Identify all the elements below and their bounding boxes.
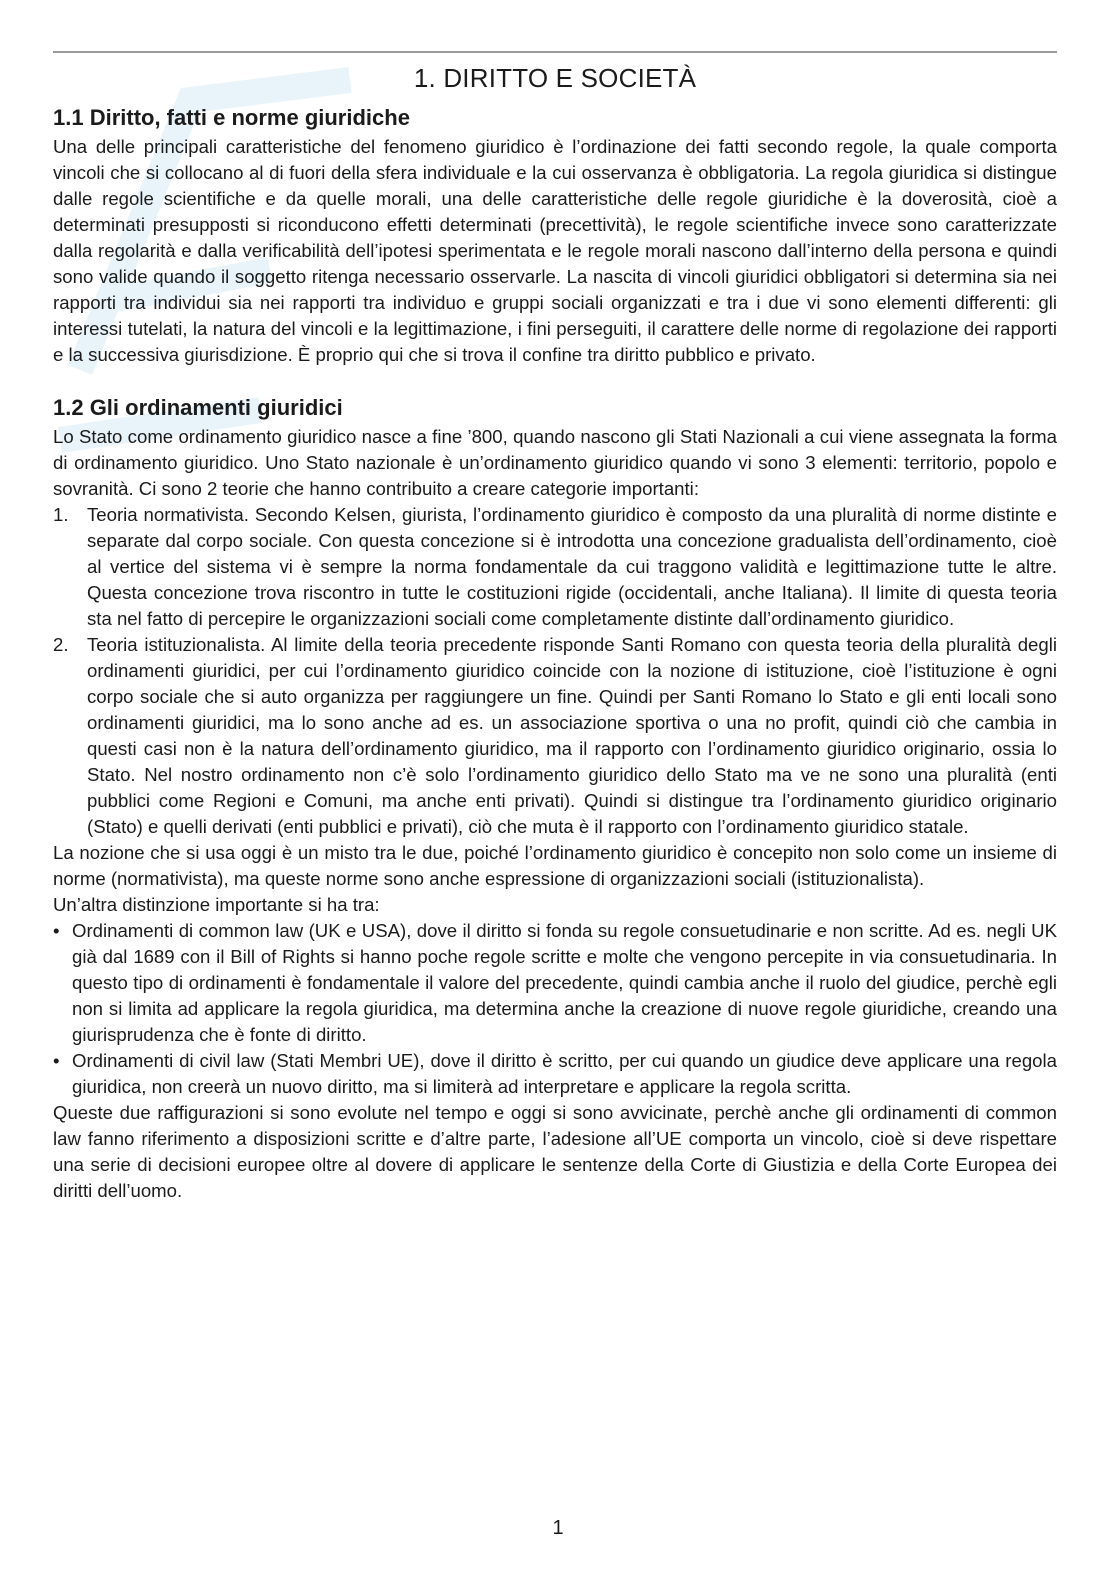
list-item-text: Ordinamenti di common law (UK e USA), dove il diritto si fonda su regole consuetudinarie e non scritte. Ad es. negli UK già dal 1689 con il Bill of Rights si hanno poche regole scritte e molte che vengono percepite in via consuetudinaria. In questo tipo di ordinamenti è fondamentale il valore del precedente, quindi cambia anche il ruolo del giudice, perchè egli non si limita ad applicare la regola giuridica, ma determina anche la creazione di nuove regole giuridiche, creando una giurisprudenza che è fonte di diritto. <box>72 920 1057 1045</box>
document-body <box>53 58 1057 1204</box>
list-item-text: Teoria istituzionalista. Al limite della teoria precedente risponde Santi Romano con questa teoria della pluralità degli ordinamenti giuridici, per cui l’ordinamento giuridico coincide con la nozione di istituzione, cioè l’istituzione è ogni corpo sociale che si auto organizza per raggiungere un fine. Quindi per Santi Romano lo Stato e gli enti locali sono ordinamenti giuridici, ma lo sono anche ad es. un associazione sportiva o una no profit, quindi ciò che cambia in questi casi non è la natura dell’ordinamento giuridico, ma il rapporto con l’ordinamento giuridico originario, ossia lo Stato. Nel nostro ordinamento non c’è solo l’ordinamento giuridico dello Stato ma ve ne sono una pluralità (enti pubblici come Regioni e Comuni, ma anche enti privati). Quindi si distingue tra l’ordinamento giuridico originario (Stato) e quelli derivati (enti pubblici e privati), ciò che muta è il rapporto con l’ordinamento giuridico statale. <box>87 634 1057 837</box>
page-title: 1. DIRITTO E SOCIETÀ <box>413 63 697 93</box>
section-1-paragraph: Una delle principali caratteristiche del fenomeno giuridico è l’ordinazione dei fatti secondo regole, la quale comporta vincoli che si collocano al di fuori della sfera individuale e la cui osservanza è obbligatoria. La regola giuridica si distingue dalle regole scientifiche e da quelle morali, una delle caratteristiche delle regole giuridiche è la doverosità, cioè a determinati presupposti si riconducono effetti determinati (precettività), le regole scientifiche invece sono caratterizzate dalla regolarità e dalla verificabilità dell’ipotesi sperimentata e le regole morali nascono dall’interno della persona e quindi sono valide quando il soggetto ritenga necessario osservarle. La nascita di vincoli giuridici obbligatori si determina sia nei rapporti tra individui sia nei rapporti tra individuo e gruppi sociali organizzati e tra i due vi sono elementi differenti: gli interessi tutelati, la natura del vincoli e la legittimazione, i fini perseguiti, il carattere delle norme di regolazione dei rapporti e la successiva giurisdizione. È proprio qui che si trova il confine tra diritto pubblico e privato. <box>53 136 1057 365</box>
section-2-intro: Lo Stato come ordinamento giuridico nasce a fine ’800, quando nascono gli Stati Nazionali a cui viene assegnata la forma di ordinamento giuridico. Uno Stato nazionale è un’ordinamento giuridico quando vi sono 3 elementi: territorio, popolo e sovranità. Ci sono 2 teorie che hanno contribuito a creare categorie importanti: <box>53 426 1057 499</box>
list-item <box>53 502 1057 632</box>
bullet-marker: • <box>53 1050 60 1071</box>
list-item <box>53 1048 1057 1100</box>
theories-list <box>53 502 1057 840</box>
section-2-heading: 1.2 Gli ordinamenti giuridici <box>53 395 343 420</box>
list-item-text: Teoria normativista. Secondo Kelsen, giurista, l’ordinamento giuridico è composto da una pluralità di norme distinte e separate dal corpo sociale. Con questa concezione si è introdotta una concezione gradualista dell’ordinamento, cioè al vertice del sistema vi è sempre la norma fondamentale da cui traggono validità e legittimazione tutte le altre. Questa concezione trova riscontro in tutte le costituzioni rigide (occidentali, anche Italiana). Il limite di questa teoria sta nel fatto di percepire le organizzazioni sociali come completamente distinte dall’ordinamento giuridico. <box>87 504 1057 629</box>
bullet-marker: • <box>53 920 60 941</box>
legal-systems-list <box>53 918 1057 1100</box>
list-item <box>53 918 1057 1048</box>
mixed-notion-paragraph: La nozione che si usa oggi è un misto tra le due, poiché l’ordinamento giuridico è concepito non solo come un insieme di norme (normativista), ma queste norme sono anche espressione di organizzazioni sociali (istituzionalista). <box>53 842 1057 889</box>
distinction-intro: Un’altra distinzione importante si ha tra: <box>53 894 380 915</box>
list-item <box>53 632 1057 840</box>
header-rule <box>53 51 1057 53</box>
page-number: 1 <box>552 1517 564 1539</box>
conclusion-paragraph: Queste due raffigurazioni si sono evolute nel tempo e oggi si sono avvicinate, perchè anche gli ordinamenti di common law fanno riferimento a disposizioni scritte e d’altre parte, l’adesione all’UE comporta un vincolo, cioè si deve rispettare una serie di decisioni europee oltre al dovere di applicare le sentenze della Corte di Giustizia e della Corte Europea dei diritti dell’uomo. <box>53 1102 1057 1201</box>
list-marker: 2. <box>53 634 69 655</box>
list-item-text: Ordinamenti di civil law (Stati Membri UE), dove il diritto è scritto, per cui quando un giudice deve applicare una regola giuridica, non creerà un nuovo diritto, ma si limiterà ad interpretare e applicare la regola scritta. <box>72 1050 1057 1097</box>
section-1-heading: 1.1 Diritto, fatti e norme giuridiche <box>53 105 410 130</box>
list-marker: 1. <box>53 504 69 525</box>
